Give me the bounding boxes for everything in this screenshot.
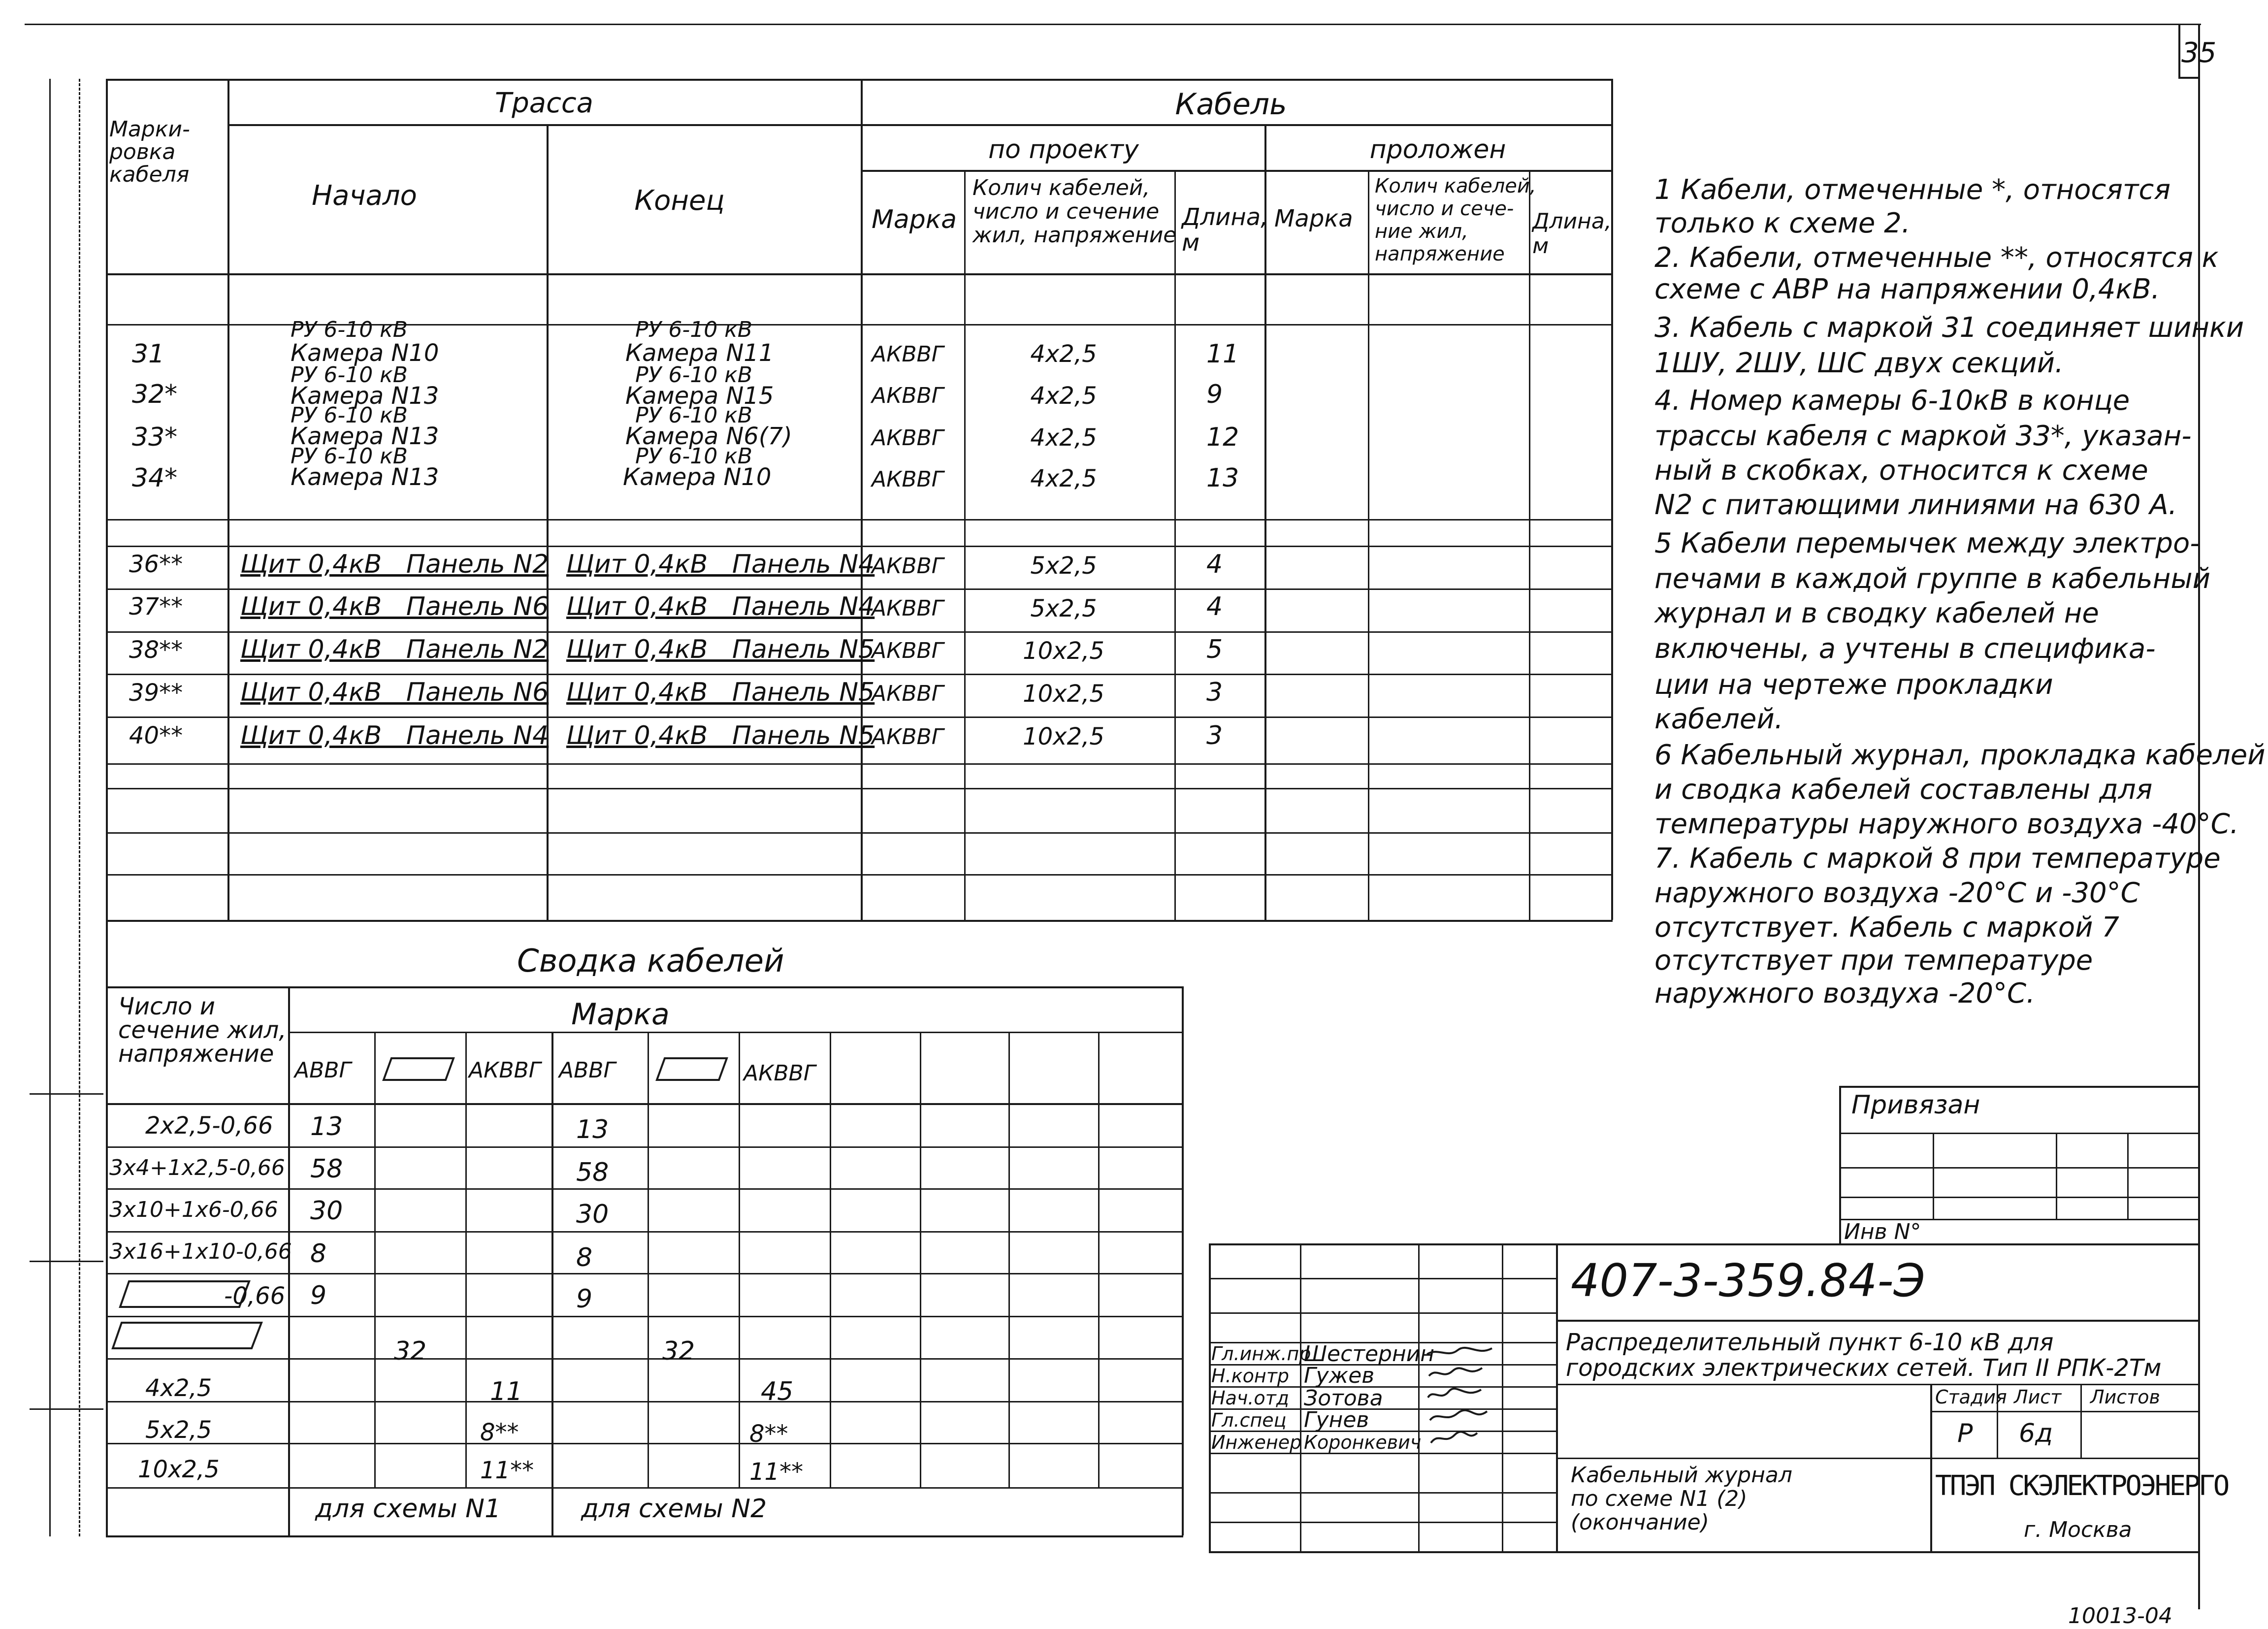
row-end: Щит 0,4кВ Панель N5 xyxy=(566,635,875,664)
journal-col-line xyxy=(1529,170,1530,920)
signature-col xyxy=(1418,1243,1420,1551)
row-brand: АКВВГ xyxy=(872,554,944,579)
journal-row-line xyxy=(106,763,1613,765)
sheets-count-label: Листов xyxy=(2090,1386,2160,1408)
row-end: Щит 0,4кВ Панель N5 xyxy=(566,721,875,750)
margin-dashed-line xyxy=(79,79,80,1536)
summary-row-line xyxy=(106,1273,1183,1274)
row-section: 4x2,5 xyxy=(1030,382,1097,410)
summary-cell: 58 xyxy=(310,1154,343,1184)
row-mark: 40** xyxy=(129,722,183,749)
summary-cell: 9 xyxy=(310,1281,327,1310)
row-brand: АКВВГ xyxy=(872,596,944,621)
journal-border-bottom xyxy=(106,920,1613,922)
row-start: Щит 0,4кВ Панель N4 xyxy=(240,721,549,750)
summary-cell: 58 xyxy=(576,1158,609,1187)
summary-row-line xyxy=(106,1487,1183,1489)
summary-title: Сводка кабелей xyxy=(517,943,784,979)
sheet-footer-code: 10013-04 xyxy=(2068,1603,2172,1629)
summary-cell: 8** xyxy=(480,1419,519,1446)
summary-col-line xyxy=(465,1032,467,1487)
summary-cell: 32 xyxy=(662,1336,695,1366)
attached-line xyxy=(1839,1133,2200,1134)
row-start: Щит 0,4кВ Панель N6 xyxy=(240,592,549,621)
summary-header-bottom xyxy=(106,1103,1183,1105)
row-start-line2: Камера N13 xyxy=(291,382,439,410)
signer-name: Зотова xyxy=(1304,1386,1383,1411)
note-line: и сводка кабелей составлены для xyxy=(1654,774,2153,806)
summary-row-line xyxy=(106,1231,1183,1233)
signer-role: Гл.спец xyxy=(1211,1409,1287,1431)
journal-col-line xyxy=(964,170,966,920)
attached-col-line xyxy=(1933,1133,1934,1219)
row-brand: АКВВГ xyxy=(872,342,944,367)
summary-col-line xyxy=(648,1032,649,1487)
row-end-line2: Камера N6(7) xyxy=(625,423,792,450)
note-line: температуры наружного воздуха -40°С. xyxy=(1654,808,2239,840)
note-line: только к схеме 2. xyxy=(1654,207,1911,239)
header-length-laid: Длина, м xyxy=(1532,209,1612,259)
blank-section-box-icon xyxy=(111,1321,263,1350)
summary-row-line xyxy=(106,1316,1183,1317)
project-title: Распределительный пункт 6-10 кВ для городских электрических сетей. Тип II РПК-2Тм xyxy=(1566,1329,2162,1382)
row-start: Щит 0,4кВ Панель N6 xyxy=(240,678,549,707)
sheet-number-box-bottom xyxy=(2178,77,2200,79)
row-start-line1: РУ 6-10 кВ xyxy=(291,444,408,469)
summary-col-line xyxy=(830,1032,831,1487)
document-code: 407-3-359.84-Э xyxy=(1571,1254,1925,1307)
journal-row-line xyxy=(106,546,1613,547)
header-end: Конец xyxy=(634,185,725,217)
signature-line xyxy=(1209,1522,1556,1523)
note-line: наружного воздуха -20°С и -30°С xyxy=(1654,877,2140,909)
row-length: 3 xyxy=(1206,678,1223,707)
journal-col-line xyxy=(1368,170,1369,920)
summary-footer-scheme-1: для схемы N1 xyxy=(315,1494,501,1524)
attached-line xyxy=(1839,1167,2200,1169)
row-end: Щит 0,4кВ Панель N5 xyxy=(566,678,875,707)
journal-border-top xyxy=(106,79,1613,81)
journal-border-right xyxy=(1611,79,1613,920)
row-start-line2: Камера N13 xyxy=(291,423,439,450)
summary-cell: 11 xyxy=(490,1377,523,1406)
title-block-line xyxy=(1556,1458,2200,1459)
journal-header-line xyxy=(861,170,1613,172)
row-end-line2: Камера N10 xyxy=(623,463,772,491)
row-brand: АКВВГ xyxy=(872,425,944,451)
title-block-line xyxy=(1556,1384,2200,1385)
row-section: 10x2,5 xyxy=(1023,680,1104,708)
summary-cell: 8 xyxy=(576,1243,593,1272)
journal-col-line xyxy=(227,79,229,920)
journal-row-line xyxy=(106,717,1613,718)
signer-role: Инженер xyxy=(1211,1432,1302,1453)
summary-row-label: -0,66 xyxy=(224,1282,286,1310)
summary-border-right xyxy=(1182,986,1184,1535)
title-block-line xyxy=(1930,1411,2200,1412)
sheet-value: 6д xyxy=(2019,1419,2053,1448)
journal-row-line xyxy=(106,631,1613,633)
row-start-line2: Камера N10 xyxy=(291,339,439,367)
journal-border-left xyxy=(106,79,108,1536)
note-line: трассы кабеля с маркой 33*, указан- xyxy=(1654,420,2192,452)
row-length: 3 xyxy=(1206,721,1223,750)
note-line: N2 с питающими линиями на 630 А. xyxy=(1654,489,2177,521)
sheet-label: Лист xyxy=(2014,1386,2062,1408)
frame-top-line xyxy=(25,24,2201,25)
summary-cell: 30 xyxy=(310,1196,343,1226)
title-block-bottom xyxy=(1209,1551,2200,1553)
row-section: 5x2,5 xyxy=(1030,595,1097,622)
row-brand: АКВВГ xyxy=(872,724,944,749)
signature-line xyxy=(1209,1312,1556,1314)
header-brand-laid: Марка xyxy=(1274,205,1353,232)
summary-footer-scheme-2: для схемы N2 xyxy=(581,1494,767,1524)
note-line: наружного воздуха -20°С. xyxy=(1654,977,2035,1010)
signer-name: Шестернин xyxy=(1304,1341,1435,1367)
sheet-number: 35 xyxy=(2181,37,2217,69)
row-end: Щит 0,4кВ Панель N4 xyxy=(566,592,875,621)
summary-cell: 11** xyxy=(749,1458,804,1486)
row-end-line1: РУ 6-10 кВ xyxy=(635,403,752,428)
row-mark: 33* xyxy=(132,423,178,452)
row-length: 12 xyxy=(1206,423,1239,452)
attached-border-top xyxy=(1839,1086,2200,1088)
row-start-line1: РУ 6-10 кВ xyxy=(291,317,408,342)
journal-row-line xyxy=(106,519,1613,521)
document-name: Кабельный журнал по схеме N1 (2) (окончание) xyxy=(1571,1463,1793,1535)
title-block-col xyxy=(2080,1384,2082,1458)
note-line: 3. Кабель с маркой 31 соединяет шинки xyxy=(1654,312,2244,344)
signatures-scribble-icon xyxy=(1423,1343,1497,1452)
row-brand: АКВВГ xyxy=(872,383,944,408)
summary-col-line xyxy=(920,1032,921,1487)
summary-brand-akvvg-2: АКВВГ xyxy=(744,1061,816,1086)
summary-border-bottom xyxy=(106,1535,1183,1537)
row-end-line2: Камера N11 xyxy=(625,339,774,367)
summary-header-section: Число и сечение жил, напряжение xyxy=(118,993,287,1068)
row-section: 4x2,5 xyxy=(1030,340,1097,368)
row-mark: 37** xyxy=(129,593,183,620)
header-marking: Марки- ровка кабеля xyxy=(109,117,190,187)
stage-value: Р xyxy=(1957,1419,1973,1448)
header-length: Длина, м xyxy=(1182,203,1268,257)
row-brand: АКВВГ xyxy=(872,467,944,492)
note-line: ции на чертеже прокладки xyxy=(1654,669,2053,701)
journal-header-bottom xyxy=(106,273,1613,275)
note-line: отсутствует при температуре xyxy=(1654,945,2093,977)
title-block-top xyxy=(1209,1243,2200,1245)
journal-row-line xyxy=(106,874,1613,876)
summary-row-line xyxy=(106,1146,1183,1148)
row-length: 4 xyxy=(1206,550,1223,579)
summary-cell: 32 xyxy=(394,1336,427,1366)
header-count-section-laid: Колич кабелей, число и сече- ние жил, напряжение xyxy=(1375,175,1536,265)
row-end: Щит 0,4кВ Панель N4 xyxy=(566,550,875,579)
margin-tick xyxy=(30,1408,103,1410)
summary-cell: 9 xyxy=(576,1284,593,1314)
sheet-number-box-left xyxy=(2178,24,2180,78)
summary-col-line xyxy=(739,1032,740,1487)
note-line: 6 Кабельный журнал, прокладка кабелей xyxy=(1654,739,2266,771)
signer-name: Коронкевич xyxy=(1304,1432,1422,1453)
summary-cell: 30 xyxy=(576,1200,609,1229)
signature-line xyxy=(1209,1492,1556,1494)
row-mark: 38** xyxy=(129,636,183,664)
margin-line xyxy=(49,79,51,1536)
journal-row-line xyxy=(106,788,1613,789)
journal-row-line xyxy=(106,674,1613,675)
summary-row-line xyxy=(106,1358,1183,1360)
row-section: 5x2,5 xyxy=(1030,552,1097,580)
note-line: 1 Кабели, отмеченные *, относятся xyxy=(1654,174,2171,206)
header-count-section: Колич кабелей, число и сечение жил, напряжение xyxy=(972,175,1177,248)
note-line: 1ШУ, 2ШУ, ШС двух секций. xyxy=(1654,347,2064,379)
header-cable: Кабель xyxy=(1175,87,1287,122)
summary-brand-avvg-2: АВВГ xyxy=(559,1058,616,1083)
row-start-line1: РУ 6-10 кВ xyxy=(291,362,408,388)
journal-col-line xyxy=(547,124,549,920)
blank-brand-box-icon xyxy=(655,1056,729,1082)
summary-row-label: 10x2,5 xyxy=(138,1456,220,1483)
row-end-line2: Камера N15 xyxy=(625,382,774,410)
attached-line xyxy=(1839,1197,2200,1198)
note-line: журнал и в сводку кабелей не xyxy=(1654,597,2099,629)
row-end-line1: РУ 6-10 кВ xyxy=(635,444,752,469)
summary-border-top xyxy=(106,986,1183,988)
row-length: 9 xyxy=(1206,380,1223,409)
row-length: 5 xyxy=(1206,635,1223,664)
attached-col-line xyxy=(2127,1133,2129,1219)
header-route: Трасса xyxy=(495,87,593,119)
row-start: Щит 0,4кВ Панель N2 xyxy=(240,550,549,579)
summary-brand-akvvg: АКВВГ xyxy=(469,1058,541,1083)
row-end-line1: РУ 6-10 кВ xyxy=(635,317,752,342)
attached-col-line xyxy=(2056,1133,2057,1219)
margin-tick xyxy=(30,1261,103,1262)
journal-header-line xyxy=(227,124,1613,126)
note-line: 4. Номер камеры 6-10кВ в конце xyxy=(1654,385,2130,417)
summary-cell: 45 xyxy=(761,1377,794,1406)
summary-row-label: 3x4+1x2,5-0,66 xyxy=(109,1155,285,1180)
blank-brand-box-icon xyxy=(382,1056,455,1082)
summary-brand-avvg: АВВГ xyxy=(294,1058,351,1083)
row-mark: 31 xyxy=(132,339,165,369)
summary-col-line xyxy=(374,1032,376,1487)
row-start: Щит 0,4кВ Панель N2 xyxy=(240,635,549,664)
row-section: 10x2,5 xyxy=(1023,637,1104,665)
journal-col-line xyxy=(1174,170,1176,920)
organization-city: г. Москва xyxy=(2024,1517,2132,1542)
summary-row-label: 3x10+1x6-0,66 xyxy=(109,1197,278,1222)
row-section: 10x2,5 xyxy=(1023,723,1104,750)
summary-cell: 13 xyxy=(310,1112,343,1141)
row-mark: 32* xyxy=(132,380,178,409)
summary-col-line xyxy=(1008,1032,1010,1487)
summary-cell: 8 xyxy=(310,1239,327,1269)
row-brand: АКВВГ xyxy=(872,638,944,663)
summary-cell: 8** xyxy=(749,1420,788,1448)
signature-col xyxy=(1502,1243,1503,1551)
row-mark: 39** xyxy=(129,679,183,707)
journal-col-line xyxy=(861,79,863,920)
summary-row-label: 2x2,5-0,66 xyxy=(145,1112,273,1140)
header-laid: проложен xyxy=(1369,135,1506,164)
summary-row-label: 4x2,5 xyxy=(145,1374,212,1402)
signer-role: Н.контр xyxy=(1211,1365,1289,1387)
header-start: Начало xyxy=(312,180,417,212)
inventory-number-label: Инв N° xyxy=(1844,1219,1921,1244)
row-start-line1: РУ 6-10 кВ xyxy=(291,403,408,428)
signer-role: Нач.отд xyxy=(1211,1387,1290,1409)
summary-header-line xyxy=(288,1032,1183,1033)
title-block-divider xyxy=(1556,1243,1558,1551)
header-by-project: по проекту xyxy=(988,135,1139,164)
signer-name: Гужев xyxy=(1304,1363,1375,1388)
note-line: 7. Кабель с маркой 8 при температуре xyxy=(1654,843,2221,875)
stage-label: Стадия xyxy=(1935,1386,2007,1408)
title-block-line xyxy=(1556,1320,2200,1322)
margin-tick xyxy=(30,1093,103,1095)
summary-cell: 13 xyxy=(576,1115,609,1144)
summary-row-line xyxy=(106,1188,1183,1190)
summary-cell: 11** xyxy=(480,1457,534,1484)
row-length: 11 xyxy=(1206,339,1239,369)
journal-row-line xyxy=(106,832,1613,834)
row-start-line2: Камера N13 xyxy=(291,463,439,491)
journal-row-line xyxy=(106,588,1613,590)
note-line: включены, а учтены в специфика- xyxy=(1654,633,2156,665)
note-line: отсутствует. Кабель с маркой 7 xyxy=(1654,912,2119,944)
summary-row-line xyxy=(106,1401,1183,1402)
row-length: 13 xyxy=(1206,463,1239,493)
signer-name: Гунев xyxy=(1304,1407,1369,1433)
organization-name: ТПЭП СКЭЛЕКТРОЭНЕРГО xyxy=(1935,1470,2228,1502)
signature-line xyxy=(1209,1278,1556,1279)
title-block-col xyxy=(1930,1384,1932,1551)
header-brand: Марка xyxy=(872,205,957,234)
note-line: ный в скобках, относится к схеме xyxy=(1654,455,2148,487)
signature-col xyxy=(1300,1243,1301,1551)
signer-role: Гл.инж.пр xyxy=(1211,1343,1311,1365)
attached-label: Привязан xyxy=(1851,1090,1980,1120)
summary-col-line xyxy=(1098,1032,1100,1487)
row-mark: 34* xyxy=(132,463,178,493)
title-block-left xyxy=(1209,1243,1211,1551)
note-line: 2. Кабели, отмеченные **, относятся к xyxy=(1654,242,2219,274)
row-brand: АКВВГ xyxy=(872,681,944,706)
note-line: 5 Кабели перемычек между электро- xyxy=(1654,527,2200,559)
summary-row-label: 5x2,5 xyxy=(145,1416,212,1444)
summary-row-label: 3x16+1x10-0,66 xyxy=(109,1239,292,1264)
note-line: кабелей. xyxy=(1654,703,1783,735)
row-section: 4x2,5 xyxy=(1030,465,1097,492)
note-line: печами в каждой группе в кабельный xyxy=(1654,563,2211,595)
row-length: 4 xyxy=(1206,592,1223,621)
note-line: схеме с АВР на напряжении 0,4кВ. xyxy=(1654,273,2160,305)
row-section: 4x2,5 xyxy=(1030,424,1097,452)
row-mark: 36** xyxy=(129,551,183,578)
summary-header-brand: Марка xyxy=(571,997,670,1032)
summary-row-line xyxy=(106,1443,1183,1444)
summary-col-line xyxy=(551,1032,553,1535)
row-end-line1: РУ 6-10 кВ xyxy=(635,362,752,388)
